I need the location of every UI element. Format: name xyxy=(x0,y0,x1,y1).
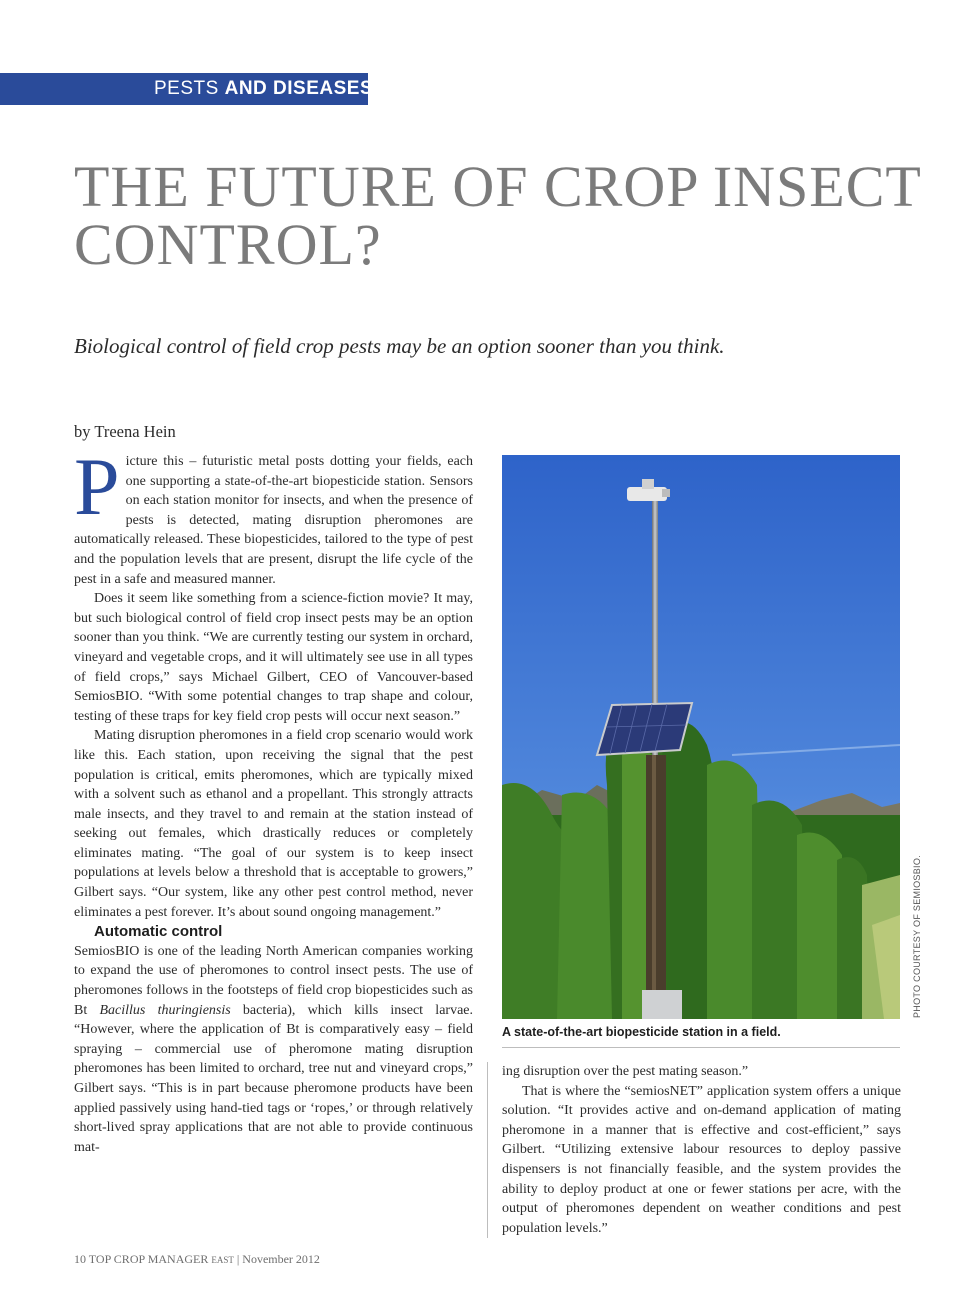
subhead: Automatic control xyxy=(94,923,223,941)
paragraph-6: That is where the “semiosNET” application system offers a unique solution. “It provides active and on-demand application of mating pheromone in a manner that is effective and cost-efficient,” says Gilbert. “Utilizing extensive labour resources to deploy passive dispensers is not financially feasible, and the system provides the ability to deploy product at one or fewer stations per acre, with the output of pheromones dependent on weather conditions and pest population levels.” xyxy=(502,1083,901,1236)
paragraph-1-text: icture this – futuristic metal posts dotting your fields, each one supporting a state-of-the-art biopesticide station. Sensors on each station monitor for insects, and when the presence of pests is detected, mating disruption pheromones are automatically released. These biopesticides, tailored to the type of pest and the population levels that are present, disrupt the life cycle of the pest in a safe and measured manner. xyxy=(74,454,473,587)
drop-cap: P xyxy=(74,441,120,532)
paragraph-1 xyxy=(74,441,473,589)
paragraph-2: Does it seem like something from a science-fiction movie? It may, but such biological control of field crop insect pests may be an option sooner than you think. “We are currently testing our system in orchard, vineyard and vegetable crops, and it will ultimately see use in all types of field crops,” says Michael Gilbert, CEO of Vancouver-based SemiosBIO. “With some potential changes to trap shape and colour, testing of these traps for key field crop pests will occur next season.” xyxy=(74,591,473,724)
magazine-edition: EAST xyxy=(211,1255,234,1265)
paragraph-4-italic: Bacillus thuringiensis xyxy=(99,1002,231,1018)
section-label-bold: AND DISEASES xyxy=(224,78,374,99)
paragraph-4-text-b: bacteria), which kills insect larvae. “However, where the application of Bt is comparatively easy – field spraying – commercial use of pheromone mating disruption pheromones has been limited to orchard, tree nut and vineyard crops,” Gilbert says. “This is in part because pheromone products have been applied passively using hand-tied tags or ‘ropes,’ or through relatively short-lived spray applications that are not able to provide continuous mat- xyxy=(74,1002,474,1155)
magazine-name: TOP CROP MANAGER xyxy=(88,1252,209,1266)
photo xyxy=(502,455,900,1019)
column-rule xyxy=(487,1062,488,1238)
section-banner xyxy=(0,73,374,105)
issue-date: November 2012 xyxy=(242,1252,320,1266)
paragraph-4 xyxy=(74,942,473,1158)
byline: by Treena Hein xyxy=(74,422,176,441)
headline: THE FUTURE OF CROP INSECT CONTROL? xyxy=(74,154,921,277)
photo-illustration xyxy=(502,455,900,1019)
dek: Biological control of field crop pests may be an option sooner than you think. xyxy=(74,334,725,358)
photo-credit: PHOTO COURTESY OF SEMIOSBIO. xyxy=(912,855,922,1018)
paragraph-4-text-a: SemiosBIO is one of the leading North American companies working to expand the use of pheromones to control insect pests. The use of pheromones follows in the footsteps of field crop biopesticides such as Bt xyxy=(74,943,473,1018)
page-footer xyxy=(74,1252,320,1267)
footer-separator: | xyxy=(236,1252,240,1266)
photo-caption: A state-of-the-art biopesticide station in a field. xyxy=(502,1025,900,1048)
article-column-1 xyxy=(74,441,474,1157)
paragraph-3: Mating disruption pheromones in a field crop scenario would work like this. Each station, upon receiving the signal that the pest population is critical, emits pheromones, which are typically mixed with a solvent such as ethanol and a propellant. This strongly attracts male insects, and they travel to and remain at the station instead of seeking out females, which drastically reduces or completely eliminates mating. “The goal of our system is to keep insect populations at levels below a threshold that is acceptable to growers,” Gilbert says. “Our system, like any other pest control method, never eliminates a pest forever. It’s about sound ongoing management.” xyxy=(74,728,473,920)
section-label-light: PESTS xyxy=(154,78,219,99)
article-column-2 xyxy=(502,1062,901,1238)
paragraph-5: ing disruption over the pest mating season.” xyxy=(502,1064,749,1079)
page-number: 10 xyxy=(74,1252,86,1266)
